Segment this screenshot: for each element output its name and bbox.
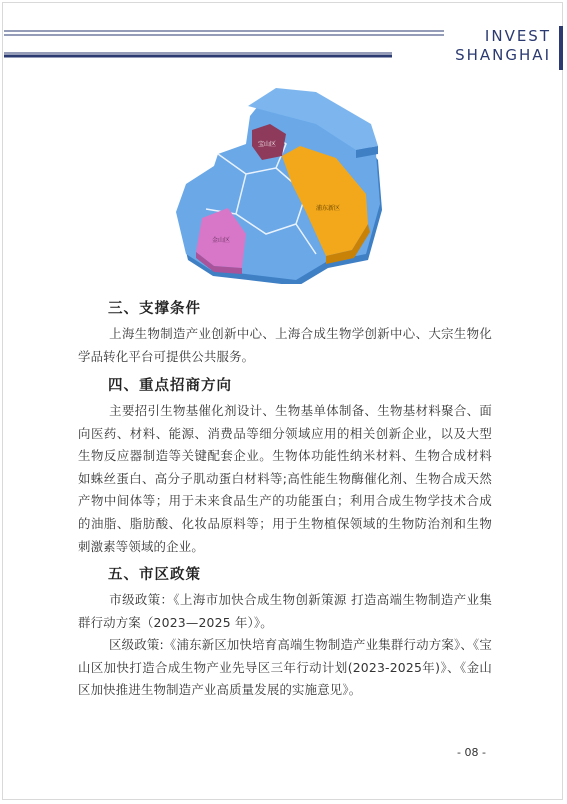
paragraph-text: 上海生物制造产业创新中心、上海合成生物学创新中心、大宗生物化学品转化平台可提供公共服务。 — [78, 326, 492, 364]
section-paragraph-city-policy — [78, 589, 492, 634]
map-illustration — [166, 84, 388, 284]
brand-line-1: INVEST — [484, 27, 551, 45]
section-paragraph-investment-direction — [78, 400, 492, 558]
section-title-support: 三、支撑条件 — [108, 301, 201, 317]
map-label-baoshan: 宝山区 — [258, 141, 277, 148]
paragraph-text: 主要招引生物基催化剂设计、生物基单体制备、生物基材料聚合、面向医药、材料、能源、消费品等细分领域应用的相关创新企业，以及大型生物反应器制造等关键配套企业。生物体功能性纳米材料、生物合成材料如蛛丝蛋白、高分子肌动蛋白材料等;高性能生物酶催化剂、生物合成天然产物中间体等；用于未来食品生产的功能蛋白；利用合成生物学技术合成的油脂、脂肪酸、化妆品原料等；用于生物植保领域的生物防治剂和生物刺激素等领域的企业。 — [78, 403, 492, 554]
section-title-policies: 五、市区政策 — [108, 567, 201, 583]
page-number: - 08 - — [457, 746, 486, 759]
map-label-pudong: 浦东新区 — [316, 205, 341, 212]
section-title-investment-direction: 四、重点招商方向 — [108, 378, 232, 394]
header-decorative-lines — [4, 26, 444, 66]
paragraph-text: 区级政策:《浦东新区加快培育高端生物制造产业集群行动方案》、《宝山区加快打造合成生物产业先导区三年行动计划(2023-2025年)》、《金山区加快推进生物制造产业高质量发展的实施意见》。 — [78, 637, 492, 698]
paragraph-text: 市级政策：《上海市加快合成生物创新策源 打造高端生物制造产业集群行动方案（2023—2025 年）》。 — [78, 592, 492, 630]
brand-line-2: SHANGHAI — [455, 46, 551, 64]
brand-logo-text — [455, 27, 551, 65]
shanghai-district-map — [166, 84, 388, 284]
map-label-jinshan: 金山区 — [212, 237, 231, 244]
section-paragraph-support — [78, 323, 492, 368]
section-paragraph-district-policy — [78, 634, 492, 702]
brand-accent-bar — [559, 26, 563, 70]
